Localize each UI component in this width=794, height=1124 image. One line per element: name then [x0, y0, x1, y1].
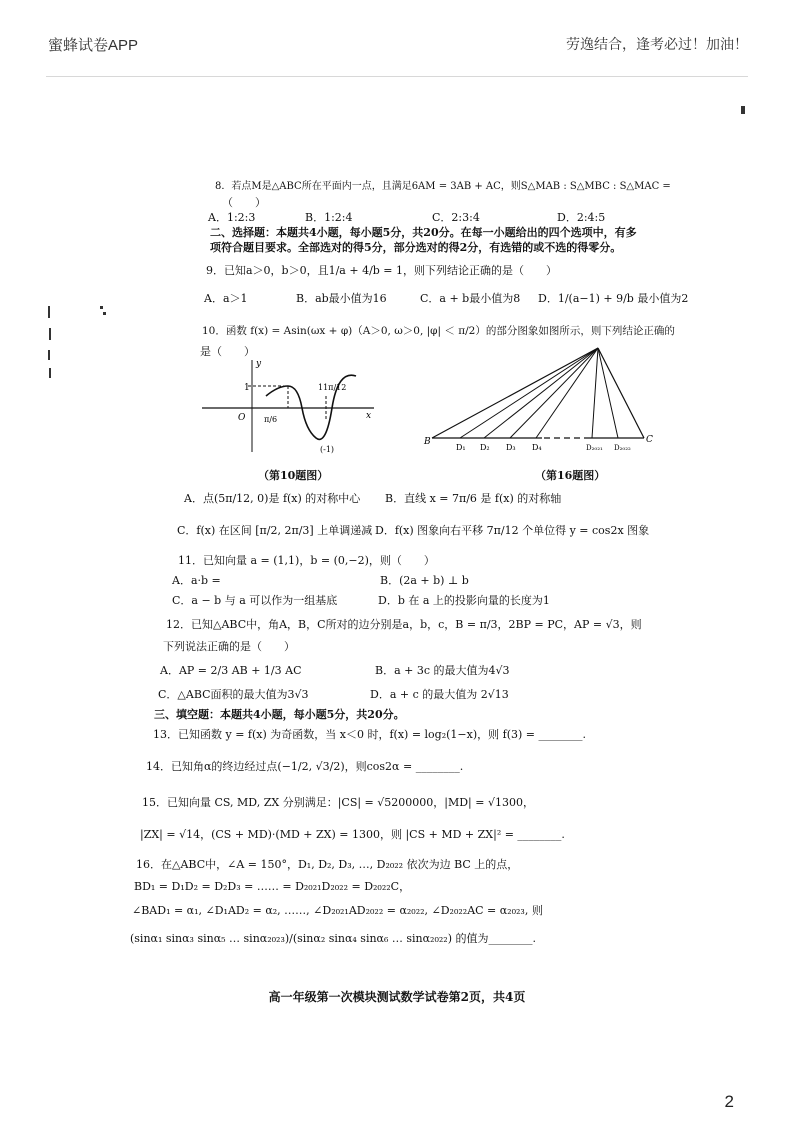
q12-stem-cont: 下列说法正确的是（ ）: [163, 640, 295, 653]
fig16-ray-d2021: [592, 348, 598, 438]
figure-10-sine-graph: [196, 356, 386, 456]
fig16-ray-d3: [510, 348, 598, 438]
q11-stem: 11．已知向量 a = (1,1)，b = (0,−2)，则（ ）: [178, 554, 435, 567]
q10-option-a: A．点(5π/12, 0)是 f(x) 的对称中心: [184, 492, 361, 505]
q16-stem-2: BD₁ = D₁D₂ = D₂D₃ = …… = D₂₀₂₁D₂₀₂₂ = D₂₀₂₂C，: [134, 880, 411, 893]
q9-option-b: B．ab最小值为16: [296, 292, 387, 305]
fig16-ray-d1: [460, 348, 598, 438]
exam-footer: 高一年级第一次模块测试数学试卷第2页，共4页: [268, 990, 526, 1004]
q12-option-a: A．AP = 2/3 AB + 1/3 AC: [160, 664, 302, 677]
app-name: 蜜蜂试卷APP: [48, 37, 139, 54]
fig10-label-pi6: π/6: [264, 415, 278, 424]
fig16-side-ab: [432, 348, 598, 438]
q10-stem-cont: 是（ ）: [200, 345, 255, 358]
q10-option-b: B．直线 x = 7π/6 是 f(x) 的对称轴: [385, 492, 562, 505]
fig16-label-d2: D₂: [480, 443, 490, 452]
fig16-ray-d2: [484, 348, 598, 438]
fig10-label-origin: O: [238, 413, 246, 423]
q10-stem: 10．函数 f(x) = Asin(ωx + φ)（A＞0, ω＞0, |φ| ＜ π/2）的部分图象如图所示，则下列结论正确的: [202, 325, 675, 337]
q14-stem: 14．已知角α的终边经过点(−1/2, √3/2)，则cos2α = ________.: [146, 760, 464, 773]
q10-option-c: C．f(x) 在区间 [π/2, 2π/3] 上单调递减: [177, 524, 373, 537]
header-divider: [46, 76, 748, 77]
fig10-label-11pi12: 11π/12: [318, 383, 347, 392]
app-header: [0, 0, 794, 78]
fig10-label-y: y: [256, 359, 262, 369]
figure-16-triangle-fan: [420, 342, 660, 454]
q11-option-c: C．a − b 与 a 可以作为一组基底: [172, 594, 338, 607]
fig10-label-neg1: (-1): [320, 445, 335, 454]
q9-option-c: C．a + b最小值为8: [420, 292, 521, 305]
fig10-label-x: x: [366, 411, 372, 421]
figure-10-caption: （第10题图）: [258, 469, 329, 482]
q9-option-d: D．1/(a−1) + 9/b 最小值为2: [538, 292, 689, 305]
exam-page-scan: [0, 80, 794, 1080]
q11-option-a: A．a·b =: [172, 574, 221, 587]
q8-stem: 8．若点M是△ABC所在平面内一点，且满足6AM = 3AB + AC，则S△MAB : S△MBC : S△MAC =: [215, 181, 671, 192]
fig16-ray-d4: [536, 348, 598, 438]
q12-option-b: B．a + 3c 的最大值为4√3: [375, 664, 510, 677]
q11-option-b: B．(2a + b) ⊥ b: [380, 574, 469, 587]
section-3-heading: 三、填空题：本题共4小题，每小题5分，共20分。: [154, 708, 405, 721]
q16-stem-4: (sinα₁ sinα₃ sinα₅ … sinα₂₀₂₃)/(sinα₂ sinα₄ sinα₆ … sinα₂₀₂₂) 的值为________.: [130, 932, 536, 945]
header-slogan: 劳逸结合，逢考必过！加油！: [566, 36, 748, 52]
q15-stem-cont: |ZX| = √14，(CS + MD)·(MD + ZX) = 1300，则 |CS + MD + ZX|² = ________.: [140, 828, 565, 841]
q16-stem: 16．在△ABC中，∠A = 150°，D₁, D₂, D₃, …, D₂₀₂₂ 依次为边 BC 上的点，: [136, 858, 519, 871]
fig16-label-d2021: D₂₀₂₁: [586, 444, 603, 452]
q8-option-a: A．1:2:3: [208, 211, 256, 224]
fig16-label-c: C: [646, 435, 653, 445]
page-number: 2: [724, 1092, 734, 1111]
q9-option-a: A．a＞1: [204, 292, 248, 305]
fig10-label-one: 1: [244, 383, 250, 393]
fig16-label-d4: D₄: [532, 443, 542, 452]
q12-option-c: C．△ABC面积的最大值为3√3: [158, 688, 309, 701]
fig16-label-d1: D₁: [456, 443, 466, 452]
q8-option-b: B．1:2:4: [305, 211, 353, 224]
q8-option-c: C．2:3:4: [432, 211, 480, 224]
q12-stem: 12．已知△ABC中，角A，B，C所对的边分别是a，b，c，B = π/3，2BP = PC，AP = √3，则: [166, 618, 642, 631]
q8-paren: （ ）: [222, 196, 266, 209]
q13-stem: 13．已知函数 y = f(x) 为奇函数，当 x＜0 时，f(x) = log₂(1−x)，则 f(3) = ________.: [153, 728, 586, 741]
fig16-side-ac: [598, 348, 644, 438]
q15-stem: 15．已知向量 CS, MD, ZX 分别满足：|CS| = √5200000，|MD| = √1300，: [142, 796, 534, 809]
section-2-heading-cont: 项符合题目要求。全部选对的得5分，部分选对的得2分，有选错的或不选的得零分。: [210, 241, 622, 254]
figure-16-caption: （第16题图）: [535, 469, 606, 482]
q8-option-d: D．2:4:5: [557, 211, 606, 224]
fig16-label-d3: D₃: [506, 443, 516, 452]
q9-stem: 9．已知a＞0，b＞0，且1/a + 4/b = 1，则下列结论正确的是（ ）: [206, 264, 558, 277]
fig16-label-b: B: [424, 437, 431, 447]
section-2-heading: 二、选择题：本题共4小题，每小题5分，共20分。在每一小题给出的四个选项中，有多: [210, 226, 637, 239]
q16-stem-3: ∠BAD₁ = α₁, ∠D₁AD₂ = α₂, ……, ∠D₂₀₂₁AD₂₀₂₂ = α₂₀₂₂, ∠D₂₀₂₂AC = α₂₀₂₃, 则: [132, 904, 543, 917]
fig16-label-d2022: D₂₀₂₂: [614, 444, 631, 452]
q12-option-d: D．a + c 的最大值为 2√13: [370, 688, 509, 701]
fig16-ray-d2022: [598, 348, 618, 438]
q10-option-d: D．f(x) 图象向右平移 7π/12 个单位得 y = cos2x 图象: [375, 524, 650, 537]
q11-option-d: D．b 在 a 上的投影向量的长度为1: [378, 594, 550, 607]
